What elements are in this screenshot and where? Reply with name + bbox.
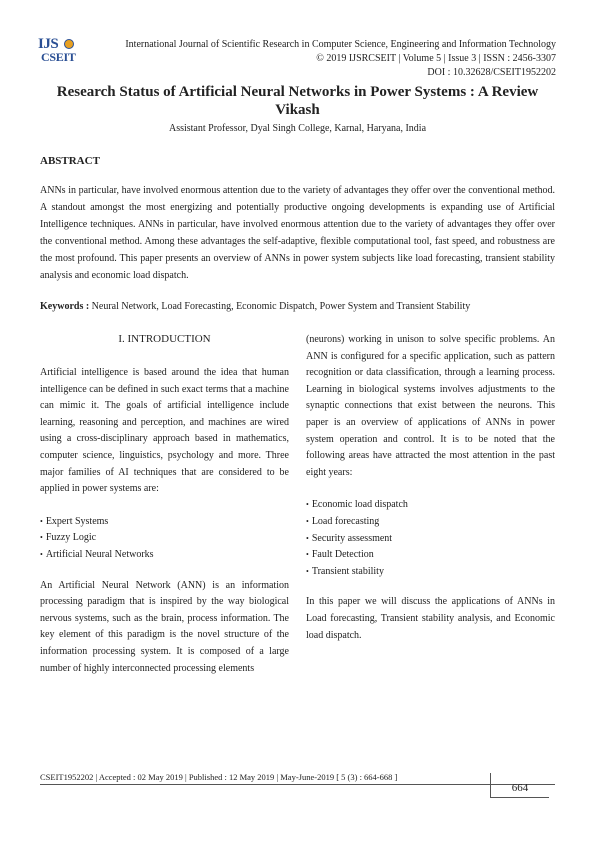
list-item: • Security assessment — [306, 531, 555, 548]
logo-text-bottom: CSEIT — [41, 50, 76, 64]
ai-techniques-list — [40, 514, 289, 564]
author-affiliation: Assistant Professor, Dyal Singh College, Karnal, Haryana, India — [168, 123, 427, 134]
abstract-heading: ABSTRACT — [40, 155, 100, 167]
list-item: • Transient stability — [306, 564, 555, 581]
list-item: • Fuzzy Logic — [40, 530, 289, 547]
paper-title: Research Status of Artificial Neural Networks in Power Systems : A Review — [56, 84, 539, 100]
logo-text-top: IJS — [38, 36, 59, 52]
paper-title-block — [40, 83, 555, 119]
logo-gear-icon — [64, 39, 74, 49]
list-item: • Load forecasting — [306, 514, 555, 531]
list-item: • Expert Systems — [40, 514, 289, 531]
keywords-list: Neural Network, Load Forecasting, Economic Dispatch, Power System and Transient Stability — [91, 301, 471, 312]
right-column — [306, 332, 555, 644]
journal-header — [125, 38, 556, 80]
list-item: • Economic load dispatch — [306, 497, 555, 514]
intro-paragraph-1: Artificial intelligence is based around the idea that human intelligence can be defined in such exact terms that a machine can mimic it. The goals of artificial intelligence include learning, reasoning and perception, and machines are wired using a cross-disciplinary approach based in mathematics, computer science, linguistics, psychology and more. Three major families of AI techniques that are considered to be applied in power systems are: — [40, 367, 289, 495]
keywords-line — [40, 300, 555, 314]
paper-author: Vikash — [275, 102, 320, 118]
doi: DOI : 10.32628/CSEIT1952202 — [427, 67, 556, 78]
intro-paragraph-4: In this paper we will discuss the applications of ANNs in Load forecasting, Transient stability analysis, and Economic load dispatch. — [306, 596, 555, 641]
journal-logo — [38, 36, 90, 66]
keywords-label: Keywords : — [40, 301, 90, 312]
left-column — [40, 365, 289, 677]
introduction-heading: I. INTRODUCTION — [118, 333, 211, 345]
abstract-body: ANNs in particular, have involved enormous attention due to the variety of advantages they offer over the conventional method. A standout amongst the most energizing and potentially productive ongoing developments is expanding use of Artificial Intelligence techniques. ANNs in particular, have involved enormous attention due to the variety of advantages they offer over the conventional method. Among these advantages the self-adaptive, flexible computational tool, fast speed, and robustness are the most profound. This paper presents an overview of ANNs in power system subjects like load forecasting, transient stability analysis and economic load dispatch. — [40, 185, 555, 281]
footer-citation: CSEIT1952202 | Accepted : 02 May 2019 | Published : 12 May 2019 | May-June-2019 [ 5 (3) : 664-668 ] — [40, 772, 398, 782]
page-number: 664 — [490, 773, 549, 798]
footer-rule — [40, 784, 555, 785]
application-areas-list — [306, 497, 555, 580]
intro-paragraph-3: (neurons) working in unison to solve specific problems. An ANN is configured for a specific application, such as pattern recognition or data classification, through a learning process. Learning in biological systems involves adjustments to the synaptic connections that exist between the neurons. This paper is an overview of applications of ANNs in power system operation and control. It is to be noted that the following areas have attracted the most attention in the past eight years: — [306, 334, 555, 478]
intro-paragraph-2: An Artificial Neural Network (ANN) is an information processing paradigm that is inspired by the way biological nervous systems, such as the brain, process information. The key element of this paradigm is the novel structure of the information processing system. It is composed of a large number of highly interconnected processing elements — [40, 579, 289, 674]
issue-info: © 2019 IJSRCSEIT | Volume 5 | Issue 3 | ISSN : 2456-3307 — [316, 53, 556, 64]
list-item: • Artificial Neural Networks — [40, 547, 289, 564]
journal-name: International Journal of Scientific Research in Computer Science, Engineering and Information Technology — [125, 39, 556, 50]
list-item: • Fault Detection — [306, 547, 555, 564]
